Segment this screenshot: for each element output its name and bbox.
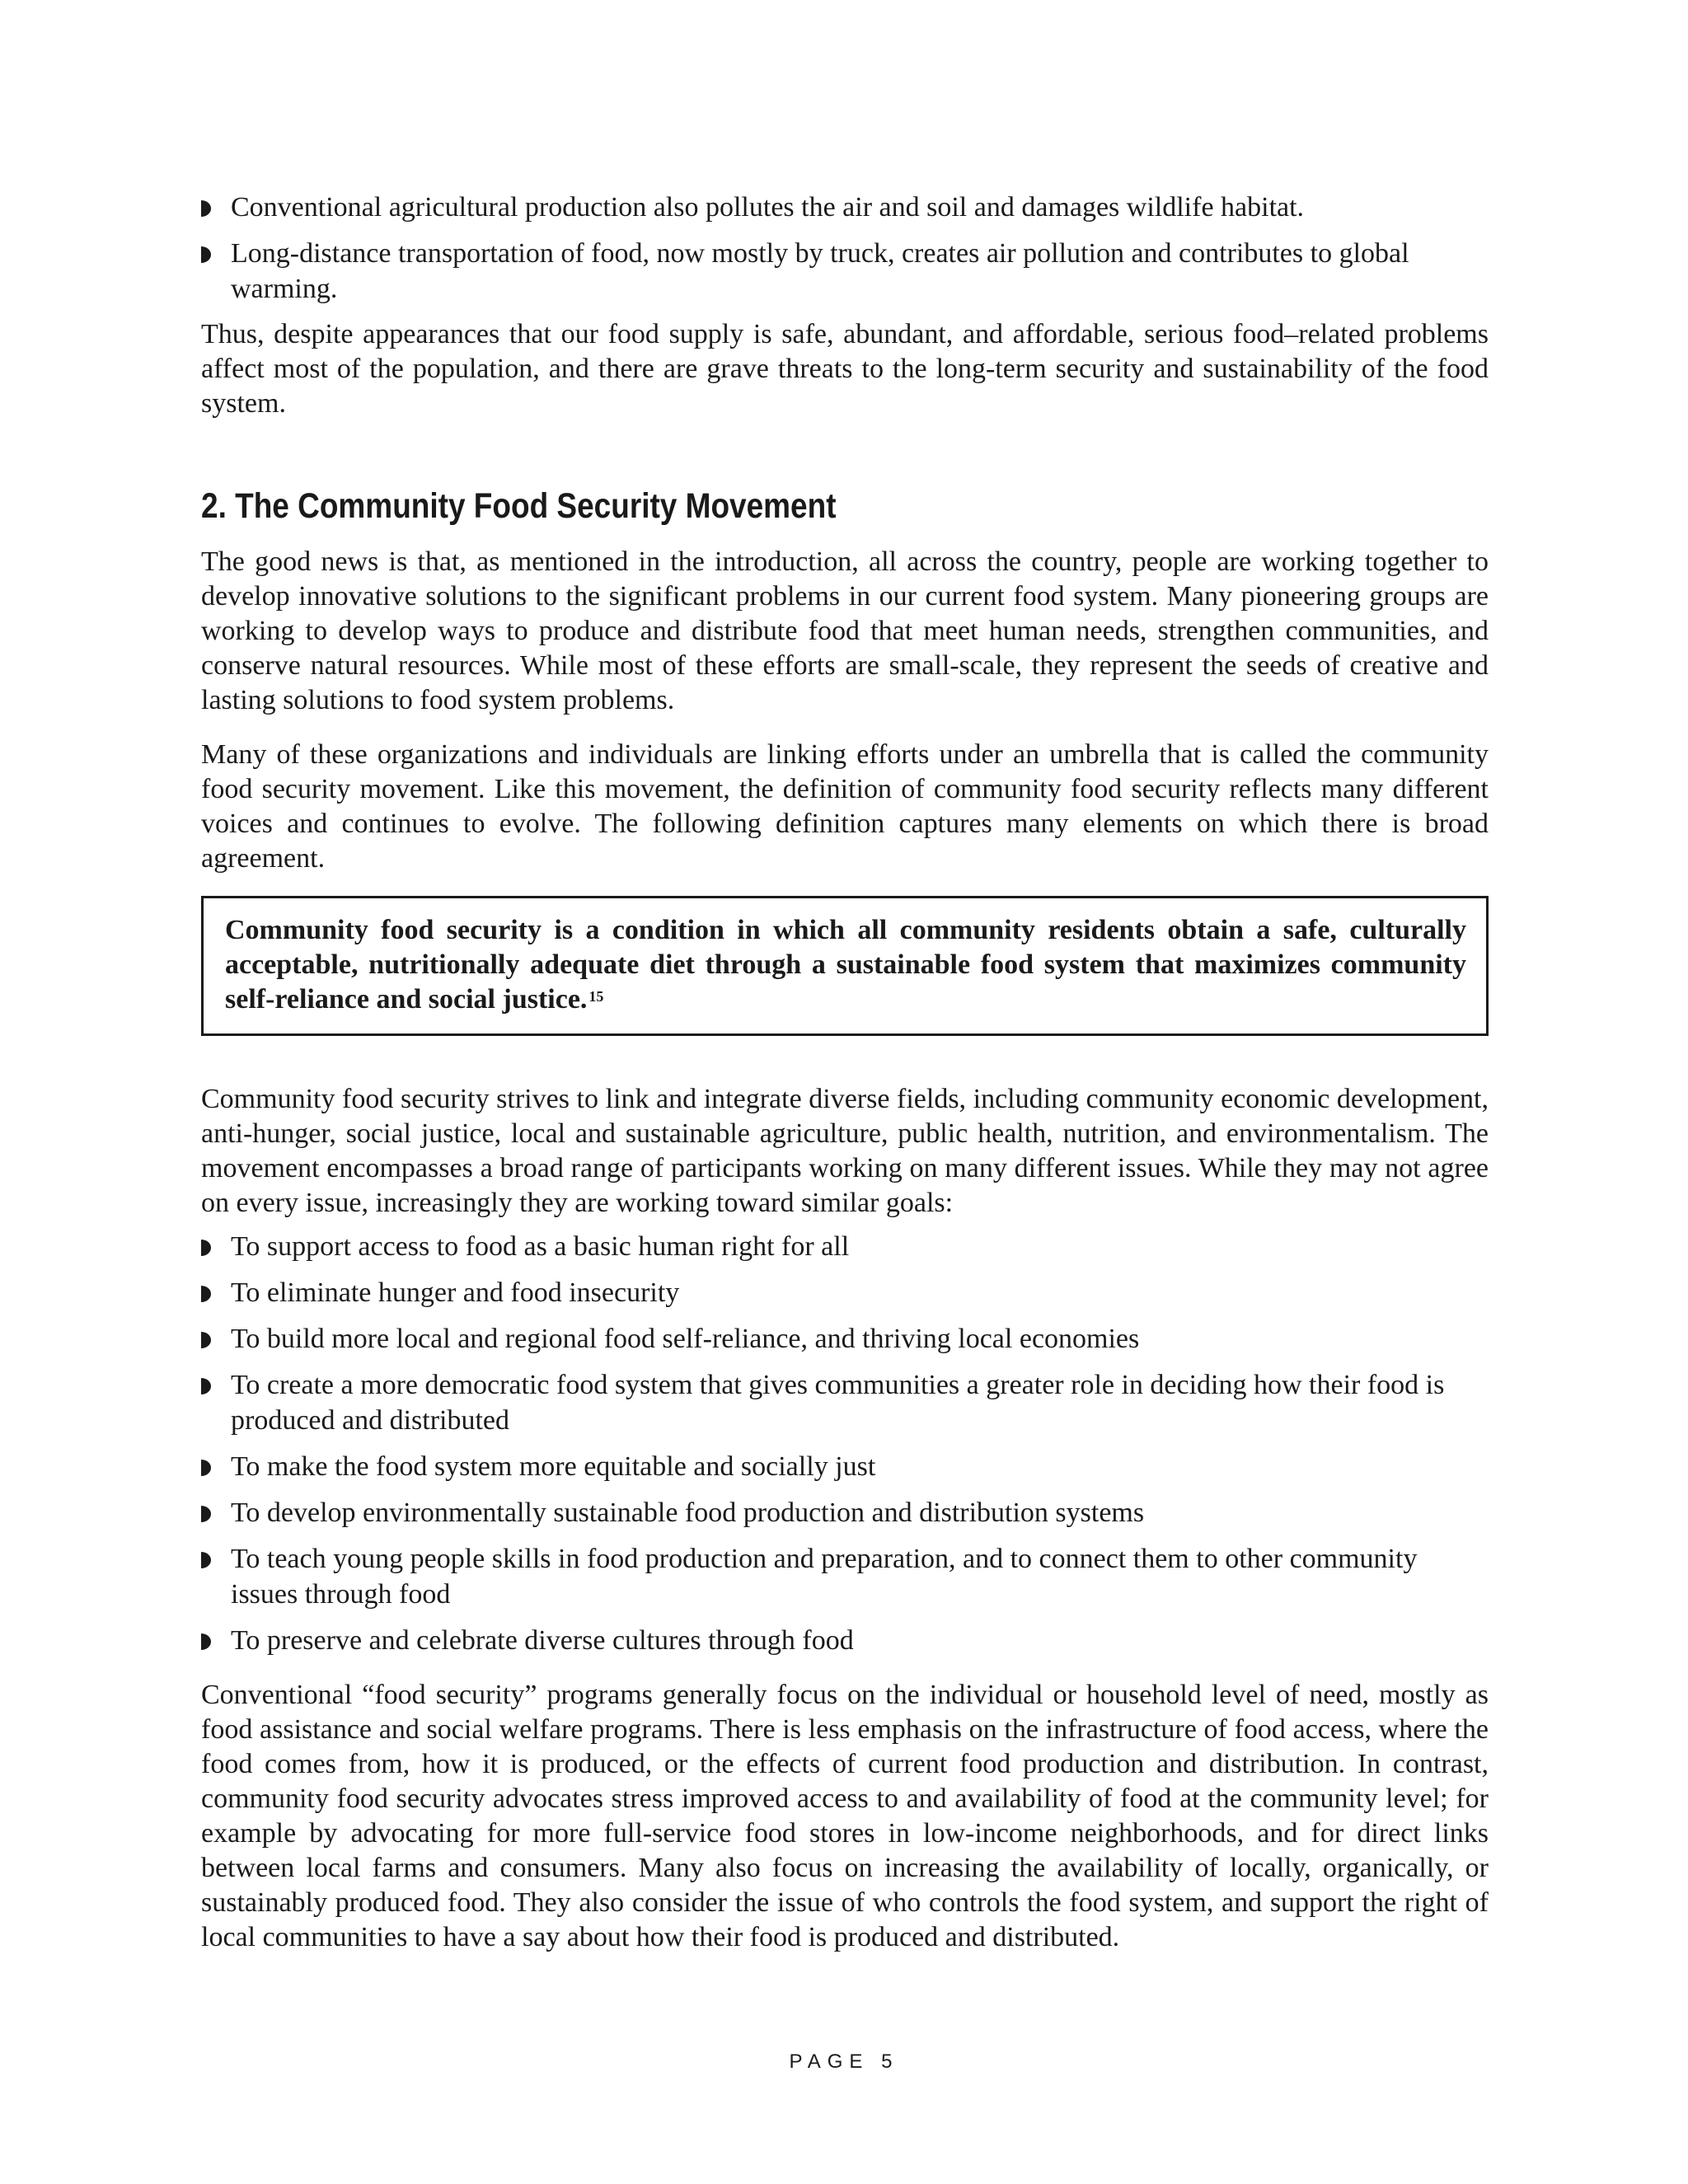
goal-text: To support access to food as a basic human right for all [231, 1231, 850, 1262]
bullet-text: Long-distance transportation of food, now mostly by truck, creates air pollution and contributes to global warming. [231, 238, 1409, 304]
list-item [201, 190, 1489, 225]
list-item [201, 1321, 1489, 1357]
half-circle-bullet-icon [201, 1240, 211, 1256]
half-circle-bullet-icon [201, 1332, 211, 1348]
half-circle-bullet-icon [201, 1506, 211, 1522]
section-paragraph-1: The good news is that, as mentioned in the introduction, all across the country, people are working together to develop innovative solutions to the significant problems in our current food system. Many pioneering groups are working to develop ways to produce and distribute food that meet human needs, strengthen communities, and conserve natural resources. While most of these efforts are small-scale, they represent the seeds of creative and lasting solutions to food system problems. [201, 546, 1489, 715]
list-item [201, 236, 1489, 307]
half-circle-bullet-icon [201, 1633, 211, 1650]
goal-text: To build more local and regional food self-reliance, and thriving local economies [231, 1324, 1140, 1354]
list-item [201, 1229, 1489, 1264]
half-circle-bullet-icon [201, 1460, 211, 1476]
list-item [201, 1541, 1489, 1612]
list-item [201, 1449, 1489, 1484]
half-circle-bullet-icon [201, 246, 211, 263]
goal-text: To teach young people skills in food production and preparation, and to connect them to other community issues through food [231, 1544, 1418, 1610]
list-item [201, 1495, 1489, 1530]
document-page [201, 190, 1489, 1975]
page-number: PAGE 5 [789, 2050, 899, 2073]
intro-paragraph: Thus, despite appearances that our food supply is safe, abundant, and affordable, serious food–related problems affect most of the population, and there are grave threats to the long-term security and sustainability of the food system. [201, 319, 1489, 419]
goal-text: To eliminate hunger and food insecurity [231, 1277, 680, 1308]
section-paragraph-3: Community food security strives to link and integrate diverse fields, including community economic development, anti-hunger, social justice, local and sustainable agriculture, public health, nutrition, and environmentalism. The movement encompasses a broad range of participants working on many different issues. While they may not agree on every issue, increasingly they are working toward similar goals: [201, 1084, 1489, 1218]
list-item [201, 1275, 1489, 1310]
half-circle-bullet-icon [201, 1286, 211, 1302]
bullet-text: Conventional agricultural production also pollutes the air and soil and damages wildlife habitat. [231, 192, 1305, 223]
definition-box [201, 896, 1489, 1036]
goal-text: To preserve and celebrate diverse cultures through food [231, 1625, 854, 1656]
half-circle-bullet-icon [201, 1378, 211, 1394]
half-circle-bullet-icon [201, 200, 211, 217]
half-circle-bullet-icon [201, 1552, 211, 1568]
goals-list [201, 1229, 1489, 1658]
goal-text: To create a more democratic food system that gives communities a greater role in deciding how their food is produced and distributed [231, 1370, 1445, 1436]
footnote-reference: 15 [588, 988, 604, 1005]
list-item [201, 1367, 1489, 1438]
goal-text: To develop environmentally sustainable food production and distribution systems [231, 1497, 1145, 1528]
top-bullet-list [201, 190, 1489, 307]
definition-text: Community food security is a condition in which all community residents obtain a safe, culturally acceptable, nutritionally adequate diet through a sustainable food system that maximizes community self-reliance and social justice. [225, 915, 1466, 1015]
goal-text: To make the food system more equitable and socially just [231, 1451, 876, 1482]
section-paragraph-2: Many of these organizations and individuals are linking efforts under an umbrella that is called the community food security movement. Like this movement, the definition of community food security reflects many different voices and continues to evolve. The following definition captures many elements on which there is broad agreement. [201, 739, 1489, 874]
list-item [201, 1623, 1489, 1658]
section-heading: 2. The Community Food Security Movement [201, 486, 837, 526]
section-paragraph-4: Conventional “food security” programs generally focus on the individual or household level of need, mostly as food assistance and social welfare programs. There is less emphasis on the infrastructure of food access, where the food comes from, how it is produced, or the effects of current food production and distribution. In contrast, community food security advocates stress improved access to and availability of food at the community level; for example by advocating for more full-service food stores in low-income neighborhoods, and for direct links between local farms and consumers. Many also focus on increasing the availability of locally, organically, or sustainably produced food. They also consider the issue of who controls the food system, and support the right of local communities to have a say about how their food is produced and distributed. [201, 1680, 1489, 1952]
